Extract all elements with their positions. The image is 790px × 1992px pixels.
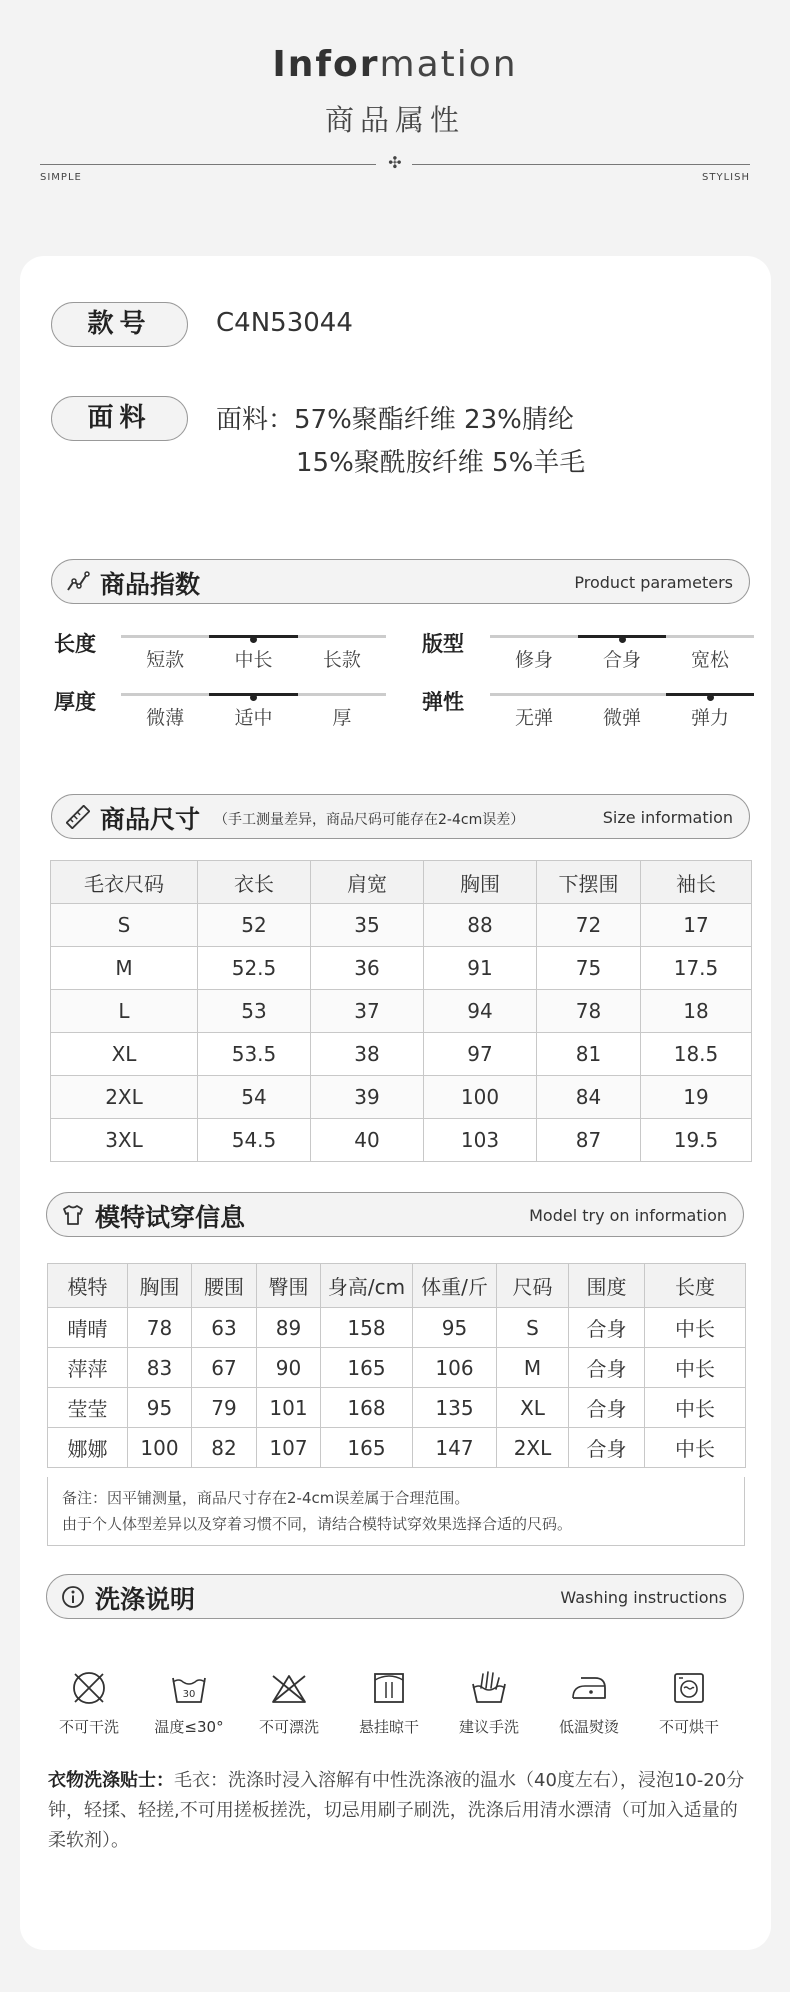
table-cell: 103	[424, 1119, 537, 1162]
table-cell: 54	[198, 1076, 311, 1119]
svg-text:30: 30	[182, 1689, 196, 1700]
model-en: Model try on information	[529, 1206, 727, 1225]
title-bold: Infor	[272, 44, 380, 85]
table-row	[51, 904, 752, 947]
table-cell: 合身	[569, 1388, 645, 1428]
table-cell: 100	[424, 1076, 537, 1119]
table-header-cell: 体重/斤	[413, 1264, 497, 1308]
fabric-line-2: 15%聚酰胺纤维 5%羊毛	[296, 448, 586, 478]
size-section-bar	[51, 794, 750, 839]
table-cell: 54.5	[198, 1119, 311, 1162]
table-cell: 18	[641, 990, 752, 1033]
table-cell: 88	[424, 904, 537, 947]
cross-arrows-icon: ✣	[388, 153, 402, 172]
table-cell: 2XL	[51, 1076, 198, 1119]
wash-label: 不可烘干	[658, 1718, 719, 1736]
table-header-cell: 胸围	[128, 1264, 192, 1308]
table-row	[51, 990, 752, 1033]
table-header-cell: 臀围	[257, 1264, 321, 1308]
table-cell: 中长	[645, 1388, 746, 1428]
param-option: 微薄	[146, 707, 185, 729]
table-cell: 135	[413, 1388, 497, 1428]
table-cell: 94	[424, 990, 537, 1033]
table-header-cell: 毛衣尺码	[51, 861, 198, 904]
table-cell: 97	[424, 1033, 537, 1076]
table-cell: 中长	[645, 1428, 746, 1468]
fabric-line-1: 面料：57%聚酯纤维 23%腈纶	[216, 405, 574, 435]
param-option: 宽松	[690, 649, 729, 671]
params-section-bar	[51, 559, 750, 604]
table-cell: L	[51, 990, 198, 1033]
wash-item-no-bleach	[241, 1668, 337, 1737]
shirt-icon	[61, 1203, 85, 1227]
wash-label: 不可干洗	[58, 1718, 119, 1736]
table-cell: 19	[641, 1076, 752, 1119]
hand-wash-icon	[469, 1668, 509, 1708]
table-cell: 82	[192, 1428, 257, 1468]
table-cell: 晴晴	[48, 1308, 128, 1348]
wash-item-no-dry-clean	[41, 1668, 137, 1737]
wash-label: 不可漂洗	[258, 1718, 319, 1736]
wash-item-hand-wash	[441, 1668, 537, 1737]
table-cell: 165	[321, 1348, 413, 1388]
info-icon	[61, 1585, 85, 1609]
table-cell: 娜娜	[48, 1428, 128, 1468]
header-divider-right	[412, 164, 750, 165]
param-option: 无弹	[514, 707, 553, 729]
param-option: 短款	[146, 649, 185, 671]
wash-item-low-iron	[541, 1668, 637, 1737]
table-cell: 89	[257, 1308, 321, 1348]
stylish-tag: STYLISH	[702, 172, 750, 183]
hang-dry-icon	[369, 1668, 409, 1708]
no-tumble-dry-icon	[669, 1668, 709, 1708]
table-header-cell: 腰围	[192, 1264, 257, 1308]
table-cell: 63	[192, 1308, 257, 1348]
wash-label: 悬挂晾干	[358, 1718, 419, 1736]
wash-tip-text: 毛衣：洗涤时浸入溶解有中性洗涤液的温水（40度左右），浸泡10-20分钟，轻揉、轻搓,不可用搓板搓洗，切忌用刷子刷洗，洗涤后用清水漂清（可加入适量的柔软剂）。	[48, 1770, 745, 1851]
wash-label: 温度≤30°	[154, 1718, 224, 1736]
param-option: 合身	[602, 649, 641, 671]
table-cell: 40	[311, 1119, 424, 1162]
table-cell: 67	[192, 1348, 257, 1388]
wash-item-no-tumble-dry	[641, 1668, 737, 1737]
table-cell: 52	[198, 904, 311, 947]
table-header-cell: 下摆围	[537, 861, 641, 904]
page-subtitle: 商品属性	[324, 103, 465, 137]
table-cell: 38	[311, 1033, 424, 1076]
table-cell: 2XL	[497, 1428, 569, 1468]
table-row	[51, 1119, 752, 1162]
table-cell: M	[497, 1348, 569, 1388]
table-header-cell: 身高/cm	[321, 1264, 413, 1308]
table-header-cell: 胸围	[424, 861, 537, 904]
wash-item-temp	[141, 1668, 237, 1737]
table-cell: 78	[128, 1308, 192, 1348]
table-row	[51, 1033, 752, 1076]
table-cell: 90	[257, 1348, 321, 1388]
wash-section-bar	[46, 1574, 744, 1619]
wash-tip	[48, 1766, 748, 1856]
param-label: 长度	[54, 632, 96, 656]
size-note: （手工测量差异，商品尺码可能存在2-4cm误差）	[214, 812, 525, 828]
wash-label: 低温熨烫	[558, 1718, 619, 1736]
trend-line-icon	[66, 570, 90, 594]
table-cell: 95	[413, 1308, 497, 1348]
low-iron-icon	[569, 1668, 609, 1708]
table-row	[48, 1428, 746, 1468]
table-cell: 17	[641, 904, 752, 947]
table-row	[51, 1076, 752, 1119]
fabric-pill: 面料	[51, 396, 188, 441]
param-marker	[707, 694, 714, 701]
table-cell: 165	[321, 1428, 413, 1468]
param-option: 适中	[234, 707, 273, 729]
table-cell: M	[51, 947, 198, 990]
params-en: Product parameters	[574, 573, 733, 592]
table-cell: 52.5	[198, 947, 311, 990]
size-en: Size information	[602, 808, 733, 827]
table-cell: 75	[537, 947, 641, 990]
table-cell: 107	[257, 1428, 321, 1468]
param-label: 厚度	[54, 690, 96, 714]
table-cell: S	[51, 904, 198, 947]
style-number-pill: 款号	[51, 302, 188, 347]
model-note-line-1: 备注：因平铺测量，商品尺寸存在2-4cm误差属于合理范围。	[62, 1489, 470, 1507]
table-cell: 53.5	[198, 1033, 311, 1076]
table-cell: 106	[413, 1348, 497, 1388]
table-cell: 合身	[569, 1308, 645, 1348]
style-number-value: C4N53044	[216, 308, 353, 338]
table-cell: 95	[128, 1388, 192, 1428]
table-header-cell: 围度	[569, 1264, 645, 1308]
simple-tag: SIMPLE	[40, 172, 82, 183]
table-row	[48, 1388, 746, 1428]
size-title: 商品尺寸	[100, 805, 201, 834]
no-bleach-icon	[269, 1668, 309, 1708]
wash-item-hang-dry	[341, 1668, 437, 1737]
table-header-cell: 肩宽	[311, 861, 424, 904]
table-cell: 158	[321, 1308, 413, 1348]
title-light: mation	[379, 44, 518, 85]
table-cell: 83	[128, 1348, 192, 1388]
wash-en: Washing instructions	[560, 1588, 727, 1607]
table-cell: 萍萍	[48, 1348, 128, 1388]
header-divider-left	[40, 164, 376, 165]
table-cell: 147	[413, 1428, 497, 1468]
table-cell: 19.5	[641, 1119, 752, 1162]
table-header-cell: 衣长	[198, 861, 311, 904]
param-option: 微弹	[602, 707, 641, 729]
model-section-bar	[46, 1192, 744, 1237]
table-cell: 17.5	[641, 947, 752, 990]
table-cell: 100	[128, 1428, 192, 1468]
table-cell: 莹莹	[48, 1388, 128, 1428]
table-cell: S	[497, 1308, 569, 1348]
table-cell: 39	[311, 1076, 424, 1119]
table-row	[48, 1308, 746, 1348]
table-row	[51, 947, 752, 990]
param-option: 弹力	[690, 707, 729, 729]
param-marker	[619, 636, 626, 643]
table-header-cell: 尺码	[497, 1264, 569, 1308]
param-option: 长款	[322, 649, 361, 671]
ruler-icon	[66, 805, 90, 829]
param-option: 中长	[234, 649, 273, 671]
table-cell: 79	[192, 1388, 257, 1428]
table-cell: 36	[311, 947, 424, 990]
table-header-cell: 袖长	[641, 861, 752, 904]
table-cell: 合身	[569, 1348, 645, 1388]
params-title: 商品指数	[100, 570, 201, 599]
table-cell: 72	[537, 904, 641, 947]
table-cell: 中长	[645, 1308, 746, 1348]
table-cell: 18.5	[641, 1033, 752, 1076]
table-cell: 53	[198, 990, 311, 1033]
table-header-cell: 长度	[645, 1264, 746, 1308]
param-label: 弹性	[422, 690, 464, 714]
table-cell: XL	[51, 1033, 198, 1076]
param-marker	[250, 694, 257, 701]
wash-30-icon	[169, 1668, 209, 1708]
page-title	[0, 44, 790, 85]
wash-tip-label: 衣物洗涤贴士：	[48, 1770, 174, 1791]
param-marker	[250, 636, 257, 643]
table-cell: 101	[257, 1388, 321, 1428]
param-label: 版型	[422, 632, 464, 656]
no-dry-clean-icon	[69, 1668, 109, 1708]
model-table	[47, 1263, 746, 1468]
table-header-cell: 模特	[48, 1264, 128, 1308]
param-option: 修身	[514, 649, 553, 671]
table-cell: 87	[537, 1119, 641, 1162]
wash-title: 洗涤说明	[95, 1585, 196, 1614]
param-option: 厚	[332, 707, 352, 729]
table-cell: XL	[497, 1388, 569, 1428]
table-cell: 168	[321, 1388, 413, 1428]
wash-label: 建议手洗	[458, 1718, 519, 1736]
table-cell: 91	[424, 947, 537, 990]
table-cell: 37	[311, 990, 424, 1033]
table-cell: 中长	[645, 1348, 746, 1388]
model-title: 模特试穿信息	[95, 1203, 246, 1232]
size-table	[50, 860, 752, 1162]
table-cell: 合身	[569, 1428, 645, 1468]
model-note	[47, 1477, 745, 1546]
table-cell: 84	[537, 1076, 641, 1119]
table-cell: 81	[537, 1033, 641, 1076]
table-cell: 35	[311, 904, 424, 947]
model-note-line-2: 由于个人体型差异以及穿着习惯不同，请结合模特试穿效果选择合适的尺码。	[62, 1515, 573, 1533]
table-cell: 3XL	[51, 1119, 198, 1162]
table-row	[48, 1348, 746, 1388]
detail-card	[20, 256, 771, 1950]
table-cell: 78	[537, 990, 641, 1033]
